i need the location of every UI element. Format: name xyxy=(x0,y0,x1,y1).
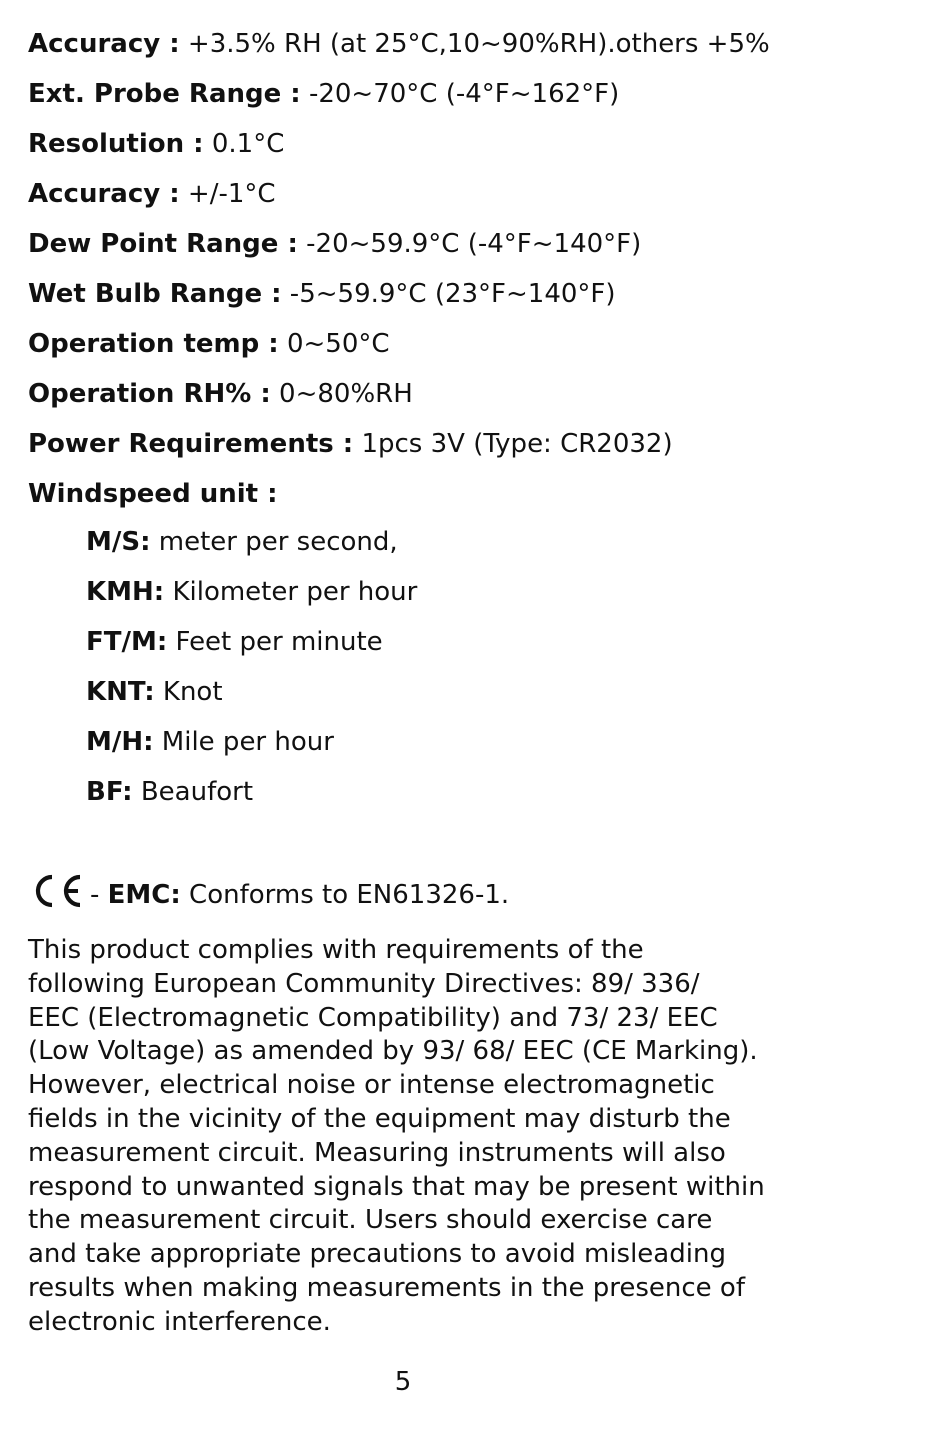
unit-code: BF: xyxy=(86,777,133,807)
spec-row xyxy=(28,224,908,274)
paragraph-line: results when making measurements in the presence of xyxy=(28,1272,745,1303)
emc-text: Conforms to EN61326-1. xyxy=(180,880,510,910)
paragraph-line: This product complies with requirements of the xyxy=(28,935,644,965)
spec-value: 0.1°C xyxy=(203,129,285,159)
spec-value: -5~59.9°C (23°F~140°F) xyxy=(281,279,616,309)
spec-row xyxy=(28,474,908,524)
spec-value: 1pcs 3V (Type: CR2032) xyxy=(353,429,673,459)
spec-label: Power Requirements : xyxy=(28,429,354,459)
ce-compliance-paragraph xyxy=(28,934,918,1340)
spec-row xyxy=(28,24,908,74)
spec-value: 0~50°C xyxy=(278,329,390,359)
paragraph-line: (Low Voltage) as amended by 93/ 68/ EEC (CE Marking). xyxy=(28,1036,758,1067)
spec-list xyxy=(28,24,908,524)
spec-label: Accuracy : xyxy=(28,179,180,209)
unit-description: meter per second, xyxy=(150,527,398,557)
ce-mark-icon xyxy=(28,871,84,911)
spec-row xyxy=(28,324,908,374)
paragraph-line: However, electrical noise or intense electromagnetic xyxy=(28,1070,715,1101)
emc-label: EMC: xyxy=(107,880,181,910)
spec-row xyxy=(28,424,908,474)
unit-description: Mile per hour xyxy=(153,727,334,757)
spec-value: 0~80%RH xyxy=(270,379,413,409)
paragraph-line: respond to unwanted signals that may be present within xyxy=(28,1171,765,1202)
spec-row xyxy=(28,374,908,424)
unit-row xyxy=(86,572,886,622)
unit-code: FT/M: xyxy=(86,627,168,657)
spec-label: Accuracy : xyxy=(28,29,180,59)
paragraph-line: the measurement circuit. Users should exercise care xyxy=(28,1205,713,1236)
spec-value: -20~70°C (-4°F~162°F) xyxy=(300,79,620,109)
spec-label: Resolution : xyxy=(28,129,204,159)
spec-row xyxy=(28,124,908,174)
spec-label: Dew Point Range : xyxy=(28,229,298,259)
unit-description: Kilometer per hour xyxy=(164,577,418,607)
unit-description: Beaufort xyxy=(132,777,254,807)
unit-row xyxy=(86,522,886,572)
paragraph-line: electronic interference. xyxy=(28,1306,331,1337)
paragraph-line: measurement circuit. Measuring instruments will also xyxy=(28,1137,726,1168)
spec-row xyxy=(28,74,908,124)
unit-code: KNT: xyxy=(86,677,155,707)
unit-row xyxy=(86,672,886,722)
spec-value: +3.5% RH (at 25°C,10~90%RH).others +5% xyxy=(179,29,770,59)
emc-dash: - xyxy=(90,880,108,910)
page-number: 5 xyxy=(394,1367,412,1397)
spec-label: Ext. Probe Range : xyxy=(28,79,301,109)
unit-code: M/H: xyxy=(86,727,154,757)
unit-description: Knot xyxy=(154,677,223,707)
emc-statement xyxy=(28,870,509,920)
paragraph-line: following European Community Directives: 89/ 336/ xyxy=(28,968,700,999)
spec-value: -20~59.9°C (-4°F~140°F) xyxy=(297,229,642,259)
unit-code: M/S: xyxy=(86,527,151,557)
windspeed-unit-list xyxy=(86,522,886,822)
spec-value: +/-1°C xyxy=(179,179,276,209)
unit-description: Feet per minute xyxy=(167,627,383,657)
spec-label: Operation RH% : xyxy=(28,379,271,409)
spec-label: Wet Bulb Range : xyxy=(28,279,282,309)
unit-row xyxy=(86,622,886,672)
paragraph-line: and take appropriate precautions to avoid misleading xyxy=(28,1239,726,1270)
paragraph-line: EEC (Electromagnetic Compatibility) and 73/ 23/ EEC xyxy=(28,1002,718,1033)
unit-code: KMH: xyxy=(86,577,165,607)
spec-label: Windspeed unit : xyxy=(28,479,278,509)
paragraph-line: fields in the vicinity of the equipment may disturb the xyxy=(28,1103,731,1134)
spec-row xyxy=(28,174,908,224)
spec-label: Operation temp : xyxy=(28,329,279,359)
unit-row xyxy=(86,772,886,822)
unit-row xyxy=(86,722,886,772)
spec-row xyxy=(28,274,908,324)
